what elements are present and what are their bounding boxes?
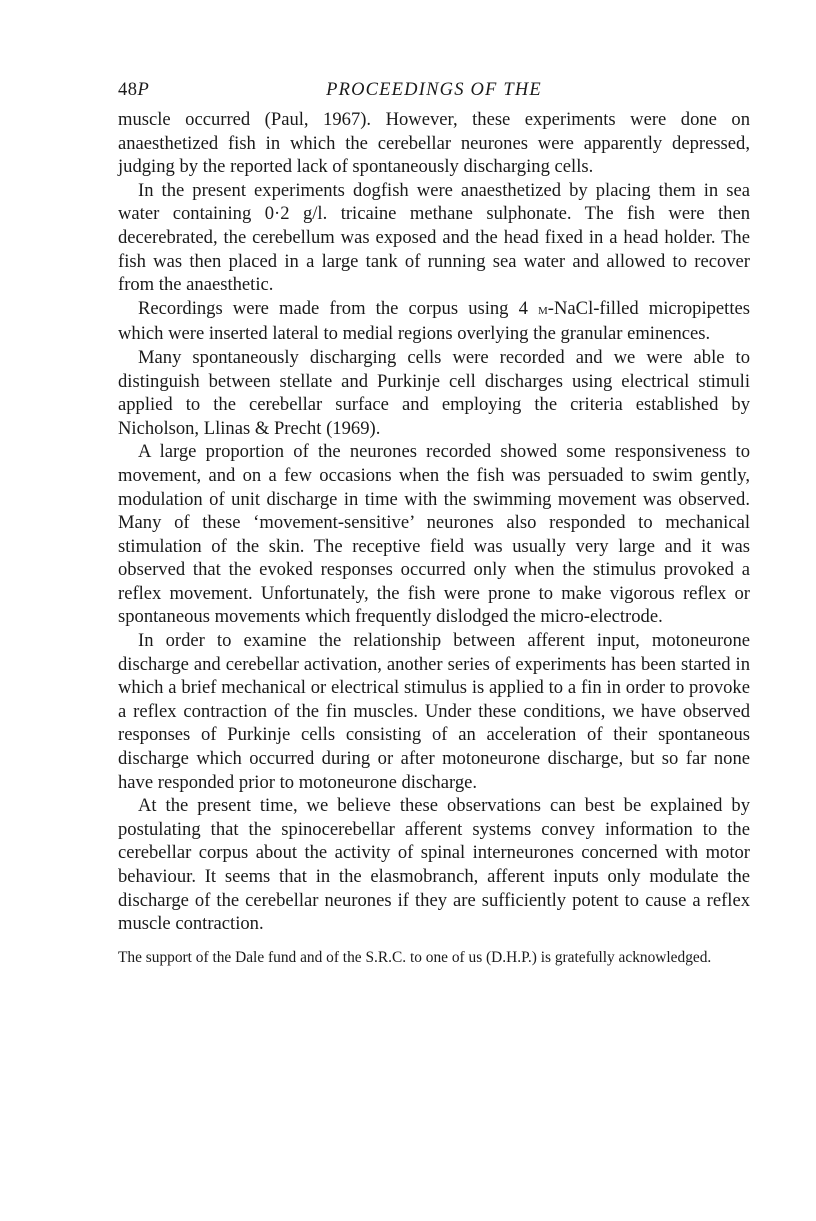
paragraph-methods-recording (118, 297, 750, 346)
paragraph-conclusion: At the present time, we believe these observations can best be explained by postulating that the spinocerebellar afferent systems convey information to the cerebellar corpus about the activity of spinal interneurones concerned with motor behaviour. It seems that in the elasmobranch, afferent inputs only modulate the discharge of the cerebellar neurones if they are sufficiently potent to cause a reflex muscle contraction. (118, 795, 750, 935)
paragraph-movement-responses: A large proportion of the neurones recorded showed some responsiveness to movement, and on a few occasions when the fish was persuaded to swim gently, modulation of unit discharge in time with the swimming movement was observed. Many of these ‘movement-sensitive’ neurones also responded to mechanical stimulation of the skin. The receptive field was usually very large and it was observed that the evoked responses occurred only when the stimulus provoked a reflex movement. Unfortunately, the fish were prone to make vigorous reflex or spontaneous movements which frequently dislodged the micro-electrode. (118, 441, 750, 628)
page-number-suffix: P (137, 80, 150, 100)
recording-text-start: Recordings were made from the corpus using 4 (138, 297, 539, 319)
running-head: PROCEEDINGS OF THE (326, 80, 542, 100)
article-body (118, 108, 750, 936)
page-header (118, 78, 750, 106)
journal-page (118, 78, 750, 967)
recording-text-end: -NaCl-filled micropipettes which were inserted lateral to medial regions overlying the granular eminences. (118, 297, 750, 345)
paragraph-cell-identification: Many spontaneously discharging cells were recorded and we were able to distinguish between stellate and Purkinje cell discharges using electrical stimuli applied to the cerebellar surface and employing the criteria established by Nicholson, Llinas & Precht (1969). (118, 346, 750, 439)
paragraph-reflex-experiments: In order to examine the relationship between afferent input, motoneurone discharge and cerebellar activation, another series of experiments has been started in which a brief mechanical or electrical stimulus is applied to a fin in order to provoke a reflex contraction of the fin muscles. Under these conditions, we have observed responses of Purkinje cells consisting of an acceleration of their spontaneous discharge which occurred during or after motoneurone discharge, but so far none have responded prior to motoneurone discharge. (118, 630, 750, 793)
page-number-digits: 48 (118, 80, 138, 100)
paragraph-continued: muscle occurred (Paul, 1967). However, these experiments were done on anaesthetized fish in which the cerebellar neurones were apparently depressed, judging by the reported lack of spontaneously discharging cells. (118, 109, 750, 178)
molar-unit: m (538, 301, 548, 318)
paragraph-methods-anaesthesia: In the present experiments dogfish were anaesthetized by placing them in sea water containing 0·2 g/l. tricaine methane sulphonate. The fish were then decerebrated, the cerebellum was exposed and the head fixed in a head holder. The fish was then placed in a large tank of running sea water and allowed to recover from the anaesthetic. (118, 179, 750, 296)
acknowledgement: The support of the Dale fund and of the S.R.C. to one of us (D.H.P.) is gratefully acknowledged. (118, 948, 712, 966)
